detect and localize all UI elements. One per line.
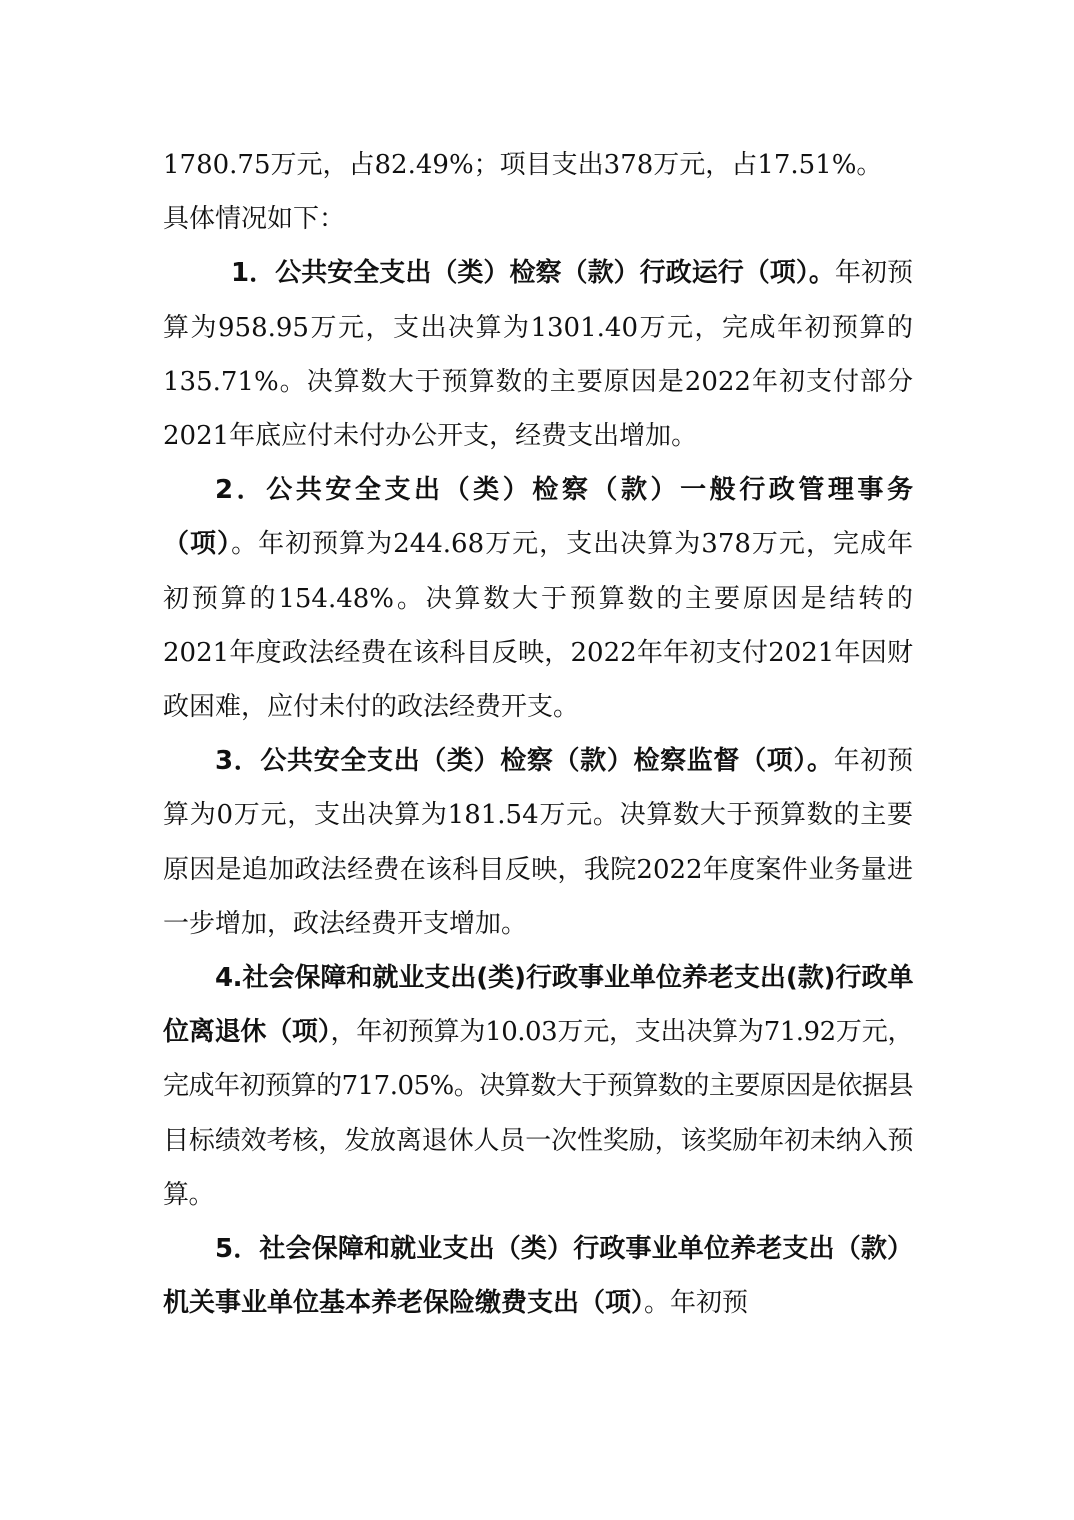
item-2-paragraph [163, 463, 913, 734]
item-1-paragraph [163, 246, 913, 463]
item-3-paragraph [163, 734, 913, 951]
item-4-body: ，年初预算为10.03万元，支出决算为71.92万元，完成年初预算的717.05%。决算数大于预算数的主要原因是依据县目标绩效考核，发放离退休人员一次性奖励，该奖励年初未纳入预算。 [163, 1017, 913, 1210]
item-2-heading: 2．公共安全支出（类）检察（款）一般行政管理事务（项） [163, 475, 913, 560]
intro-paragraph [163, 138, 913, 246]
document-body [163, 138, 913, 1330]
item-3-body: 年初预算为0万元，支出决算为181.54万元。决算数大于预算数的主要原因是追加政法经费在该科目反映，我院2022年度案件业务量进一步增加，政法经费开支增加。 [163, 746, 913, 939]
item-1-body: 年初预算为958.95万元，支出决算为1301.40万元，完成年初预算的135.71%。决算数大于预算数的主要原因是2022年初支付部分2021年底应付未付办公开支，经费支出增加。 [163, 258, 913, 452]
item-2-body: 。年初预算为244.68万元，支出决算为378万元，完成年初预算的154.48%。决算数大于预算数的主要原因是结转的2021年度政法经费在该科目反映，2022年年初支付2021年因财政困难，应付未付的政法经费开支。 [163, 529, 913, 723]
intro-line-1: 1780.75万元，占82.49%；项目支出378万元，占17.51%。 [163, 150, 883, 180]
item-5-heading: 5．社会保障和就业支出（类）行政事业单位养老支出（款）机关事业单位基本养老保险缴费支出（项） [163, 1234, 913, 1319]
intro-line-2: 具体情况如下： [163, 204, 346, 235]
item-4-heading: 4.社会保障和就业支出(类)行政事业单位养老支出(款)行政单位离退休（项） [163, 963, 913, 1048]
item-5-body: 。年初预 [644, 1288, 749, 1319]
item-1-heading: 1．公共安全支出（类）检察（款）行政运行（项）。 [231, 258, 835, 289]
item-4-paragraph [163, 951, 913, 1222]
item-5-paragraph [163, 1222, 913, 1330]
item-3-heading: 3．公共安全支出（类）检察（款）检察监督（项）。 [215, 746, 834, 777]
